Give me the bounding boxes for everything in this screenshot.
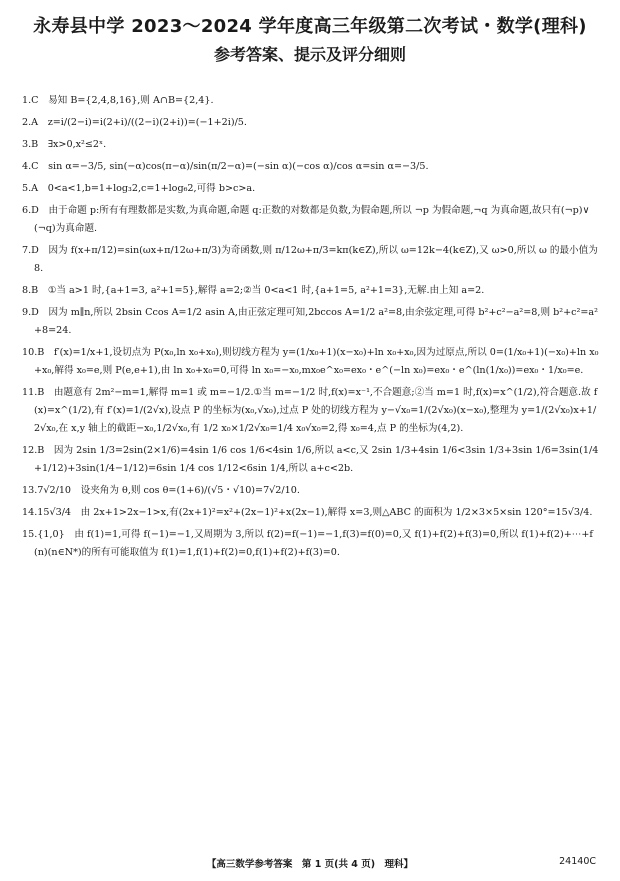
- answer-explanation: 设夹角为 θ,则 cos θ=(1+6)/(√5・√10)=7√2/10.: [80, 485, 300, 496]
- answer-number: 12.: [22, 445, 38, 456]
- answer-choice: D: [31, 205, 39, 216]
- answer-item: [22, 442, 600, 478]
- footer-page-info: 【高三数学参考答案 第 1 页(共 4 页) 理科】: [206, 859, 414, 870]
- answer-choice: B: [37, 387, 45, 398]
- answer-choice: B: [37, 347, 45, 358]
- answer-text: [22, 442, 600, 478]
- answer-explanation: ∃x>0,x²≤2ˣ.: [47, 139, 107, 150]
- answer-explanation: 由题意有 2m²−m=1,解得 m=1 或 m=−1/2.①当 m=−1/2 时,f(x)=x⁻¹,不合题意;②当 m=1 时,f(x)=x^(1/2),符合题意.故 f(x)=x^(1/2),有 f′(x)=1/(2√x),设点 P 的坐标为(x₀,√x₀),过点 P 处的切线方程为 y−√x₀=1/(2√x₀)(x−x₀),整理为 y=1/(2√x₀)x+1/2√x₀,在 x,y 轴上的截距−x₀,1/2√x₀,有 1/2 x₀×1/2√x₀=1/4 x₀√x₀=2,得 x₀=4,点 P 的坐标为(4,2).: [34, 387, 598, 434]
- answer-number: 11.: [22, 387, 38, 398]
- answer-text: [22, 92, 600, 110]
- answer-item: [22, 202, 600, 238]
- answer-choice: C: [31, 95, 39, 106]
- answer-explanation: 因为 2sin 1/3=2sin(2×1/6)=4sin 1/6 cos 1/6<4sin 1/6,所以 a<c,又 2sin 1/3+4sin 1/6<3sin 1/3+3sin 1/6=3sin(1/4+1/12)+3sin(1/4−1/12)=6sin 1/4 cos 1/12<6sin 1/4,所以 a+c<2b.: [34, 445, 599, 474]
- footer-code: 24140C: [559, 856, 596, 867]
- answer-explanation: f′(x)=1/x+1,设切点为 P(x₀,ln x₀+x₀),则切线方程为 y=(1/x₀+1)(x−x₀)+ln x₀+x₀,因为过原点,所以 0=(1/x₀+1)(−x₀)+ln x₀+x₀,解得 x₀=e,则 P(e,e+1),由 ln x₀+x₀=0,可得 ln x₀=−x₀,mx₀e^x₀=ex₀・e^(−ln x₀)=ex₀・e^(ln(1/x₀))=ex₀・1/x₀=e.: [34, 347, 599, 376]
- answer-choice: B: [31, 285, 39, 296]
- answer-text: [22, 526, 600, 562]
- answer-item: [22, 92, 600, 110]
- answer-explanation: 由于命题 p:所有有理数都是实数,为真命题,命题 q:正数的对数都是负数,为假命题,所以 ¬p 为假命题,¬q 为真命题,故只有(¬p)∨(¬q)为真命题.: [34, 205, 590, 234]
- answer-text: [22, 114, 600, 132]
- answer-item: [22, 304, 600, 340]
- answer-choice: B: [31, 139, 39, 150]
- answer-number: 14.: [22, 507, 38, 518]
- answer-choice: A: [31, 183, 39, 194]
- answer-choice: D: [31, 307, 39, 318]
- answer-choice: 15√3/4: [37, 507, 72, 518]
- page-subtitle: 参考答案、提示及评分细则: [213, 45, 406, 64]
- answer-item: [22, 526, 600, 562]
- answer-explanation: 0<a<1,b=1+log₃2,c=1+log₆2,可得 b>c>a.: [47, 183, 256, 194]
- answer-number: 4.: [22, 161, 32, 172]
- answer-text: [22, 384, 600, 438]
- answer-number: 13.: [22, 485, 38, 496]
- answer-number: 9.: [22, 307, 32, 318]
- answer-choice: B: [37, 445, 45, 456]
- answer-number: 10.: [22, 347, 38, 358]
- answer-text: [22, 202, 600, 238]
- answer-number: 8.: [22, 285, 32, 296]
- answer-number: 1.: [22, 95, 32, 106]
- answer-item: [22, 282, 600, 300]
- answer-item: [22, 384, 600, 438]
- answer-explanation: 由 f(1)=1,可得 f(−1)=−1,又周期为 3,所以 f(2)=f(−1)=−1,f(3)=f(0)=0,又 f(1)+f(2)+f(3)=0,所以 f(1)+f(2)+⋯+f(n)(n∈N*)的所有可能取值为 f(1)=1,f(1)+f(2)=0,f(1)+f(2)+f(3)=0.: [34, 529, 593, 558]
- answer-number: 5.: [22, 183, 32, 194]
- answer-choice: 7√2/10: [37, 485, 72, 496]
- answer-choice: C: [31, 161, 39, 172]
- answer-explanation: z=i/(2−i)=i(2+i)/((2−i)(2+i))=(−1+2i)/5.: [47, 117, 247, 128]
- answer-item: [22, 158, 600, 176]
- answer-number: 15.: [22, 529, 38, 540]
- answer-item: [22, 504, 600, 522]
- answer-choice: {1,0}: [37, 529, 65, 540]
- answer-item: [22, 482, 600, 500]
- answer-item: [22, 136, 600, 154]
- answer-item: [22, 180, 600, 198]
- answer-text: [22, 242, 600, 278]
- answer-text: [22, 504, 600, 522]
- answer-number: 3.: [22, 139, 32, 150]
- answer-explanation: 因为 m∥n,所以 2bsin Ccos A=1/2 asin A,由正弦定理可知,2bccos A=1/2 a²=8,由余弦定理,可得 b²+c²−a²=8,则 b²+c²=a²+8=24.: [34, 307, 598, 336]
- answer-text: [22, 344, 600, 380]
- answer-number: 2.: [22, 117, 32, 128]
- answer-number: 7.: [22, 245, 32, 256]
- page-footer: [0, 856, 620, 870]
- answer-text: [22, 158, 600, 176]
- answer-choice: D: [31, 245, 39, 256]
- answer-text: [22, 282, 600, 300]
- answer-text: [22, 136, 600, 154]
- answer-explanation: sin α=−3/5, sin(−α)cos(π−α)/sin(π/2−α)=(−sin α)(−cos α)/cos α=sin α=−3/5.: [48, 161, 429, 172]
- answer-text: [22, 180, 600, 198]
- answer-explanation: 由 2x+1>2x−1>x,有(2x+1)²=x²+(2x−1)²+x(2x−1),解得 x=3,则△ABC 的面积为 1/2×3×5×sin 120°=15√3/4.: [80, 507, 593, 518]
- answer-choice: A: [31, 117, 39, 128]
- answer-item: [22, 114, 600, 132]
- answer-item: [22, 344, 600, 380]
- answer-text: [22, 482, 600, 500]
- answer-explanation: ①当 a>1 时,{a+1=3, a²+1=5},解得 a=2;②当 0<a<1 时,{a+1=5, a²+1=3},无解.由上知 a=2.: [47, 285, 485, 296]
- answer-text: [22, 304, 600, 340]
- answer-list: [22, 92, 600, 562]
- answer-explanation: 因为 f(x+π/12)=sin(ωx+π/12ω+π/3)为奇函数,则 π/12ω+π/3=kπ(k∈Z),所以 ω=12k−4(k∈Z),又 ω>0,所以 ω 的最小值为 8.: [34, 245, 598, 274]
- answer-explanation: 易知 B={2,4,8,16},则 A∩B={2,4}.: [48, 95, 214, 106]
- answer-item: [22, 242, 600, 278]
- answer-number: 6.: [22, 205, 32, 216]
- page-title: 永寿县中学 2023～2024 学年度高三年级第二次考试・数学(理科): [33, 16, 587, 37]
